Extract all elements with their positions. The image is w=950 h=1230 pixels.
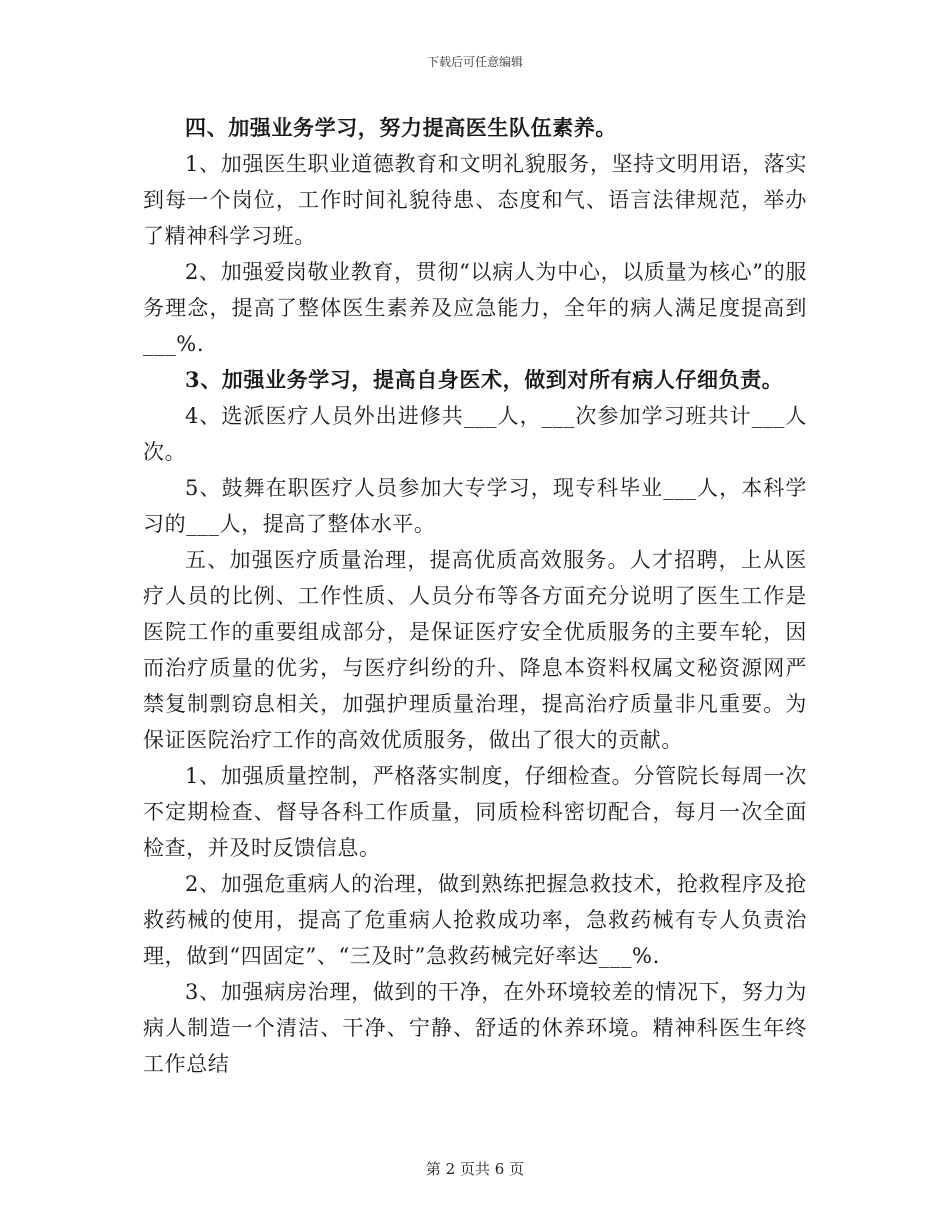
paragraph: 2、加强爱岗敬业教育，贯彻“以病人为中心，以质量为核心”的服务理念，提高了整体医生素养及应急能力，全年的病人满足度提高到___%. — [143, 260, 807, 356]
section-heading-four: 四、加强业务学习，努力提高医生队伍素养。 — [185, 115, 617, 140]
paragraph: 4、选派医疗人员外出进修共___人，___次参加学习班共计___人次。 — [143, 404, 807, 464]
page-number: 第 2 页共 6 页 — [425, 1160, 525, 1178]
header-note: 下载后可任意编辑 — [426, 55, 523, 69]
section-paragraph-five: 五、加强医疗质量治理，提高优质高效服务。人才招聘，上从医疗人员的比例、工作性质、人员分布等各方面充分说明了医生工作是医院工作的重要组成部分，是保证医疗安全优质服务的主要车轮，因而治疗质量的优劣，与医疗纠纷的升、降息本资料权属文秘资源网严禁复制剽窃息相关，加强护理质量治理，提高治疗质量非凡重要。为保证医院治疗工作的高效优质服务，做出了很大的贡献。 — [143, 548, 807, 752]
paragraph: 1、加强质量控制，严格落实制度，仔细检查。分管院长每周一次不定期检查、督导各科工作质量，同质检科密切配合，每月一次全面检查，并及时反馈信息。 — [143, 764, 807, 860]
paragraph: 1、加强医生职业道德教育和文明礼貌服务，坚持文明用语，落实到每一个岗位，工作时间礼貌待患、态度和气、语言法律规范，举办了精神科学习班。 — [143, 152, 807, 248]
document-body — [143, 110, 807, 1082]
paragraph: 5、鼓舞在职医疗人员参加大专学习，现专科毕业___人，本科学习的___人，提高了整体水平。 — [143, 476, 807, 536]
bold-paragraph: 3、加强业务学习，提高自身医术，做到对所有病人仔细负责。 — [185, 367, 784, 392]
paragraph: 3、加强病房治理，做到的干净，在外环境较差的情况下，努力为病人制造一个清洁、干净、宁静、舒适的休养环境。精神科医生年终工作总结 — [143, 980, 807, 1076]
paragraph: 2、加强危重病人的治理，做到熟练把握急救技术，抢救程序及抢救药械的使用，提高了危重病人抢救成功率，急救药械有专人负责治理，做到“四固定”、“三及时”急救药械完好率达___%. — [143, 872, 807, 968]
